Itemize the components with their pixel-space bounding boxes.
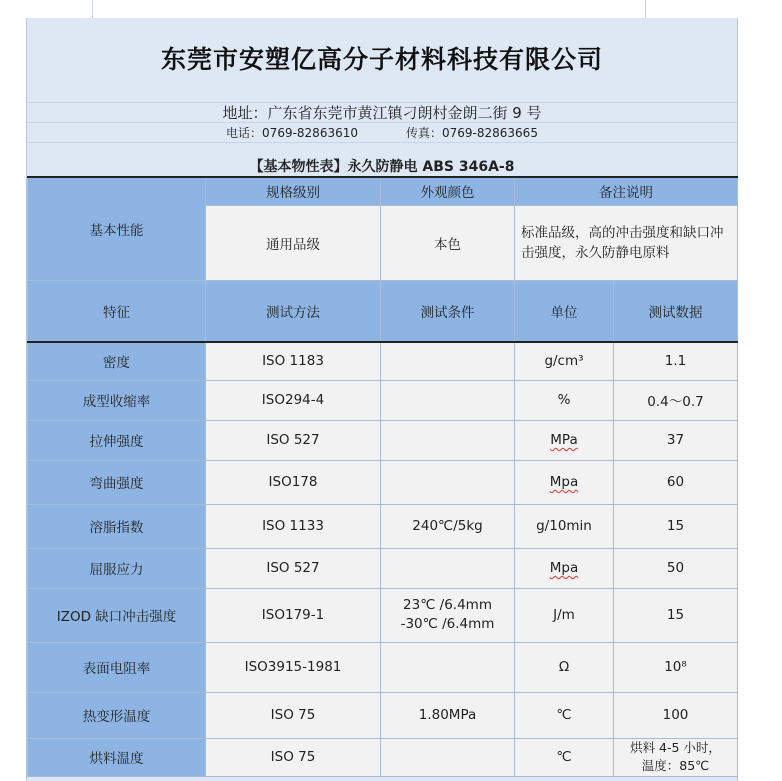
- feature-cell: 成型收缩率: [28, 380, 206, 420]
- property-rows: [28, 342, 738, 776]
- test-data-cell: 烘料 4-5 小时， 温度：85℃: [614, 738, 738, 776]
- unit-cell: Mpa: [515, 460, 614, 504]
- company-address: 地址：广东省东莞市黄江镇刁朗村金朗二街 9 号: [222, 104, 542, 122]
- test-data-cell: 10⁸: [614, 642, 738, 692]
- test-data-cell: 0.4～0.7: [614, 380, 738, 420]
- grade-value: 通用品级: [206, 205, 381, 280]
- table-row: [28, 420, 738, 460]
- table-row: [28, 692, 738, 738]
- test-condition-cell: [381, 738, 515, 776]
- unit-cell: %: [515, 380, 614, 420]
- test-method-header: 测试方法: [206, 280, 381, 342]
- feature-cell: 热变形温度: [28, 692, 206, 738]
- table-title: 【基本物性表】永久防静电 ABS 346A-8: [249, 159, 515, 175]
- table-row: [28, 504, 738, 548]
- remarks-value: 标准品级，高的冲击强度和缺口冲击强度，永久防静电原料: [515, 205, 738, 280]
- company-name: 东莞市安塑亿高分子材料科技有限公司: [160, 45, 603, 74]
- unit-cell: ℃: [515, 738, 614, 776]
- contact-line: [27, 124, 737, 141]
- feature-cell: 拉伸强度: [28, 420, 206, 460]
- table-row: [28, 548, 738, 588]
- unit-cell: MPa: [515, 420, 614, 460]
- test-condition-cell: [381, 460, 515, 504]
- test-method-cell: ISO3915-1981: [206, 642, 381, 692]
- table-row: [28, 738, 738, 776]
- table-row: [28, 460, 738, 504]
- test-method-cell: ISO 1133: [206, 504, 381, 548]
- test-method-cell: ISO 75: [206, 738, 381, 776]
- phone-number: 电话：0769-82863610: [226, 126, 358, 140]
- table-row: [28, 380, 738, 420]
- unit-cell: Mpa: [515, 548, 614, 588]
- remarks-header: 备注说明: [515, 177, 738, 205]
- test-condition-cell: 240℃/5kg: [381, 504, 515, 548]
- feature-cell: 溶脂指数: [28, 504, 206, 548]
- unit-cell: Ω: [515, 642, 614, 692]
- test-condition-cell: 23℃ /6.4mm -30℃ /6.4mm: [381, 588, 515, 642]
- grid-line: [645, 0, 646, 18]
- test-condition-cell: [381, 342, 515, 380]
- test-method-cell: ISO 527: [206, 420, 381, 460]
- grid-line: [27, 142, 737, 143]
- test-data-cell: 1.1: [614, 342, 738, 380]
- feature-cell: 屈服应力: [28, 548, 206, 588]
- test-condition-cell: [381, 548, 515, 588]
- test-data-cell: 37: [614, 420, 738, 460]
- test-method-cell: ISO294-4: [206, 380, 381, 420]
- properties-table: [27, 176, 738, 777]
- feature-cell: 表面电阻率: [28, 642, 206, 692]
- feature-header: 特征: [28, 280, 206, 342]
- feature-cell: IZOD 缺口冲击强度: [28, 588, 206, 642]
- test-method-cell: ISO178: [206, 460, 381, 504]
- test-condition-header: 测试条件: [381, 280, 515, 342]
- test-data-cell: 50: [614, 548, 738, 588]
- test-data-cell: 15: [614, 588, 738, 642]
- unit-cell: ℃: [515, 692, 614, 738]
- test-data-header: 测试数据: [614, 280, 738, 342]
- test-condition-cell: [381, 642, 515, 692]
- color-value: 本色: [381, 205, 515, 280]
- test-condition-cell: [381, 380, 515, 420]
- feature-cell: 密度: [28, 342, 206, 380]
- fax-number: 传真：0769-82863665: [406, 126, 538, 140]
- unit-header: 单位: [515, 280, 614, 342]
- unit-cell: g/cm³: [515, 342, 614, 380]
- test-condition-cell: [381, 420, 515, 460]
- feature-cell: 弯曲强度: [28, 460, 206, 504]
- test-method-cell: ISO 527: [206, 548, 381, 588]
- unit-cell: g/10min: [515, 504, 614, 548]
- test-method-cell: ISO 1183: [206, 342, 381, 380]
- unit-cell: J/m: [515, 588, 614, 642]
- basic-performance-label: 基本性能: [28, 177, 206, 280]
- table-row: [28, 642, 738, 692]
- test-condition-cell: 1.80MPa: [381, 692, 515, 738]
- test-method-cell: ISO 75: [206, 692, 381, 738]
- test-method-cell: ISO179-1: [206, 588, 381, 642]
- test-data-cell: 15: [614, 504, 738, 548]
- test-data-cell: 60: [614, 460, 738, 504]
- appearance-color-header: 外观颜色: [381, 177, 515, 205]
- table-row: [28, 588, 738, 642]
- table-row: [28, 342, 738, 380]
- datasheet: [26, 18, 738, 781]
- feature-cell: 烘料温度: [28, 738, 206, 776]
- spec-grade-header: 规格级别: [206, 177, 381, 205]
- grid-line: [92, 0, 93, 18]
- test-data-cell: 100: [614, 692, 738, 738]
